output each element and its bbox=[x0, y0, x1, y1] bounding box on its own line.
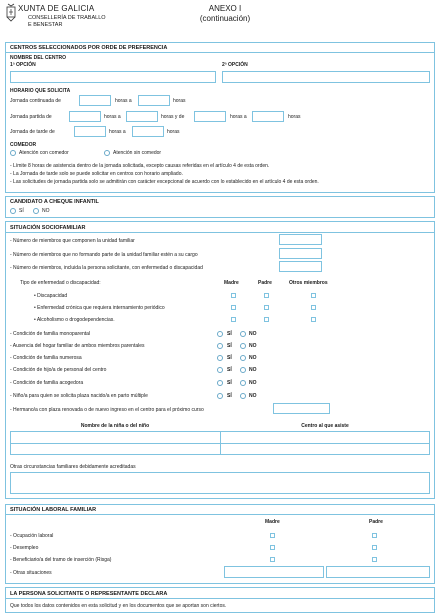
work-other-mother-input[interactable] bbox=[224, 566, 324, 578]
yes-label: SÍ bbox=[227, 355, 232, 361]
col-father-header: Padre bbox=[258, 280, 272, 286]
yes-label: SÍ bbox=[227, 367, 232, 373]
family-title: SITUACIÓN SOCIOFAMILIAR bbox=[10, 225, 86, 231]
disease-3-others-checkbox[interactable] bbox=[311, 317, 316, 322]
yes-label: SÍ bbox=[227, 343, 232, 349]
yesno-question-4: - Condición de hijo/a de personal del centro bbox=[10, 367, 107, 373]
no-label: NO bbox=[249, 367, 257, 373]
dependents-input[interactable] bbox=[279, 248, 322, 259]
note-3: - Las solicitudes de jornada partida solo se admitirán con carácter excepcional de acuerdo con lo establecido en el artículo 4 de esta orden. bbox=[10, 179, 319, 185]
yesno-question-2: - Ausencia del hogar familiar de ambos miembros parentales bbox=[10, 343, 145, 349]
yes-label: SÍ bbox=[227, 380, 232, 386]
sibling-input[interactable] bbox=[273, 403, 330, 414]
disease-1-mother-checkbox[interactable] bbox=[231, 293, 236, 298]
voucher-yes-label: SÍ bbox=[19, 208, 24, 214]
disease-type-label: Tipo de enfermedad o discapacidad: bbox=[20, 280, 101, 286]
disabled-input[interactable] bbox=[279, 261, 322, 272]
disease-3-father-checkbox[interactable] bbox=[264, 317, 269, 322]
with-dining-radio[interactable] bbox=[10, 150, 16, 156]
continuous-to-input[interactable] bbox=[138, 95, 170, 106]
divider bbox=[5, 598, 435, 599]
hours-to-label: horas a bbox=[230, 114, 247, 120]
with-dining-label: Atención con comedor bbox=[19, 150, 69, 156]
yesno-4-yes-radio[interactable] bbox=[217, 367, 223, 373]
yesno-question-1: - Condición de familia monoparental bbox=[10, 331, 91, 337]
disease-2-father-checkbox[interactable] bbox=[264, 305, 269, 310]
work-other-father-input[interactable] bbox=[326, 566, 430, 578]
work-1-mother-checkbox[interactable] bbox=[270, 533, 275, 538]
hours-to-label: horas a bbox=[115, 98, 132, 104]
hours-label: horas bbox=[288, 114, 301, 120]
members-input[interactable] bbox=[279, 234, 322, 245]
declaration-title: LA PERSONA SOLICITANTE O REPRESENTANTE DECLARA bbox=[10, 591, 168, 597]
annex-title: ANEXO I bbox=[208, 4, 242, 13]
work-row-1: - Ocupación laboral bbox=[10, 533, 54, 539]
afternoon-label: Jornada de tarde de bbox=[10, 129, 55, 135]
continuous-from-input[interactable] bbox=[79, 95, 111, 106]
split-from-input-2[interactable] bbox=[194, 111, 226, 122]
option-2-input[interactable] bbox=[222, 71, 430, 83]
divider bbox=[5, 52, 435, 53]
yesno-6-yes-radio[interactable] bbox=[217, 393, 223, 399]
note-1: - Límite 8 horas de asistencia dentro de la jornada solicitada, excepto causas referidas en el artículo 4 de esta orden. bbox=[10, 163, 270, 169]
work-1-father-checkbox[interactable] bbox=[372, 533, 377, 538]
other-circumstances-label: Otras circunstancias familiares debidamente acreditadas bbox=[10, 464, 136, 470]
members-question: - Número de miembros que componen la unidad familiar bbox=[10, 238, 135, 244]
option-2-label: 2ª OPCIÓN bbox=[222, 62, 248, 68]
voucher-no-label: NO bbox=[42, 208, 50, 214]
galicia-coat-of-arms-icon bbox=[6, 3, 16, 23]
voucher-yes-radio[interactable] bbox=[10, 208, 16, 214]
disease-1-others-checkbox[interactable] bbox=[311, 293, 316, 298]
hours-and-label: horas y de bbox=[161, 114, 185, 120]
disease-row-3: • Alcoholismo o drogodependencias. bbox=[34, 317, 115, 323]
work-row-3: - Beneficiario/a del tramo de inserción (Risga) bbox=[10, 557, 112, 563]
work-2-father-checkbox[interactable] bbox=[372, 545, 377, 550]
table-col-divider bbox=[220, 431, 221, 455]
disease-2-mother-checkbox[interactable] bbox=[231, 305, 236, 310]
no-label: NO bbox=[249, 393, 257, 399]
disabled-question: - Número de miembros, incluida la persona solicitante, con enfermedad o discapacidad bbox=[10, 265, 203, 271]
work-3-father-checkbox[interactable] bbox=[372, 557, 377, 562]
yesno-1-no-radio[interactable] bbox=[240, 331, 246, 337]
yesno-3-no-radio[interactable] bbox=[240, 355, 246, 361]
annex-subtitle: (continuación) bbox=[199, 14, 251, 23]
hours-label: horas bbox=[173, 98, 186, 104]
work-title: SITUACIÓN LABORAL FAMILIAR bbox=[10, 507, 97, 513]
dept-line-2: E BENESTAR bbox=[28, 22, 63, 28]
hours-to-label: horas a bbox=[109, 129, 126, 135]
without-dining-radio[interactable] bbox=[104, 150, 110, 156]
yesno-5-no-radio[interactable] bbox=[240, 380, 246, 386]
child-name-header: Nombre de la niña o del niño bbox=[80, 423, 150, 429]
dependents-question: - Número de miembros que no formando parte de la unidad familiar estén a su cargo bbox=[10, 252, 198, 258]
yesno-question-3: - Condición de familia numerosa bbox=[10, 355, 82, 361]
voucher-no-radio[interactable] bbox=[33, 208, 39, 214]
disease-3-mother-checkbox[interactable] bbox=[231, 317, 236, 322]
col-mother-header: Madre bbox=[224, 280, 239, 286]
org-name: XUNTA DE GALICIA bbox=[18, 4, 95, 13]
centre-header: Centro al que asiste bbox=[301, 423, 349, 429]
split-from-input-1[interactable] bbox=[69, 111, 101, 122]
disease-2-others-checkbox[interactable] bbox=[311, 305, 316, 310]
no-label: NO bbox=[249, 380, 257, 386]
work-col-mother: Madre bbox=[265, 519, 280, 525]
continuous-label: Jornada continuada de bbox=[10, 98, 61, 104]
yesno-2-yes-radio[interactable] bbox=[217, 343, 223, 349]
centre-name-label: NOMBRE DEL CENTRO bbox=[10, 55, 67, 61]
declaration-text: Que todos los datos contenidos en esta solicitud y en los documentos que se aportan son ciertos. bbox=[10, 603, 227, 609]
split-to-input-2[interactable] bbox=[252, 111, 284, 122]
dining-title: COMEDOR bbox=[10, 142, 37, 148]
col-others-header: Otros miembros bbox=[289, 280, 328, 286]
other-circumstances-input[interactable] bbox=[10, 472, 430, 494]
disease-1-father-checkbox[interactable] bbox=[264, 293, 269, 298]
afternoon-from-input[interactable] bbox=[74, 126, 106, 137]
disease-row-1: • Discapacidad bbox=[34, 293, 68, 299]
work-col-father: Padre bbox=[369, 519, 383, 525]
sibling-question: - Hermano/a con plaza renovada o de nuevo ingreso en el centro para el próximo curso bbox=[10, 407, 204, 413]
centres-title: CENTROS SELECCIONADOS POR ORDE DE PREFERENCIA bbox=[10, 45, 168, 51]
work-row-2: - Desempleo bbox=[10, 545, 39, 551]
yes-label: SÍ bbox=[227, 331, 232, 337]
schedule-title: HORARIO QUE SOLICITA bbox=[10, 88, 71, 94]
voucher-title: CANDIDATO A CHEQUE INFANTIL bbox=[10, 199, 99, 205]
without-dining-label: Atención sin comedor bbox=[113, 150, 162, 156]
work-row-4: - Otras situaciones bbox=[10, 570, 52, 576]
option-1-input[interactable] bbox=[10, 71, 216, 83]
yesno-2-no-radio[interactable] bbox=[240, 343, 246, 349]
hours-to-label: horas a bbox=[104, 114, 121, 120]
no-label: NO bbox=[249, 331, 257, 337]
yesno-6-no-radio[interactable] bbox=[240, 393, 246, 399]
split-label: Jornada partida de bbox=[10, 114, 52, 120]
yesno-question-6: - Niño/a para quien se solicita plaza nacido/a en parto múltiple bbox=[10, 393, 148, 399]
yesno-4-no-radio[interactable] bbox=[240, 367, 246, 373]
yesno-5-yes-radio[interactable] bbox=[217, 380, 223, 386]
no-label: NO bbox=[249, 355, 257, 361]
yesno-3-yes-radio[interactable] bbox=[217, 355, 223, 361]
divider bbox=[5, 514, 435, 515]
disease-row-2: • Enfermedad crónica que requiera internamiento periódico bbox=[34, 305, 165, 311]
work-3-mother-checkbox[interactable] bbox=[270, 557, 275, 562]
yes-label: SÍ bbox=[227, 393, 232, 399]
option-1-label: 1ª OPCIÓN bbox=[10, 62, 36, 68]
dept-line-1: CONSELLERÍA DE TRABALLO bbox=[28, 15, 106, 21]
hours-label: horas bbox=[167, 129, 180, 135]
no-label: NO bbox=[249, 343, 257, 349]
afternoon-to-input[interactable] bbox=[132, 126, 164, 137]
work-2-mother-checkbox[interactable] bbox=[270, 545, 275, 550]
yesno-1-yes-radio[interactable] bbox=[217, 331, 223, 337]
divider bbox=[5, 232, 435, 233]
yesno-question-5: - Condición de familia acogedora bbox=[10, 380, 84, 386]
note-2: - La Jornada de tarde solo se puede solicitar en centros con horario ampliado. bbox=[10, 171, 183, 177]
split-to-input-1[interactable] bbox=[126, 111, 158, 122]
